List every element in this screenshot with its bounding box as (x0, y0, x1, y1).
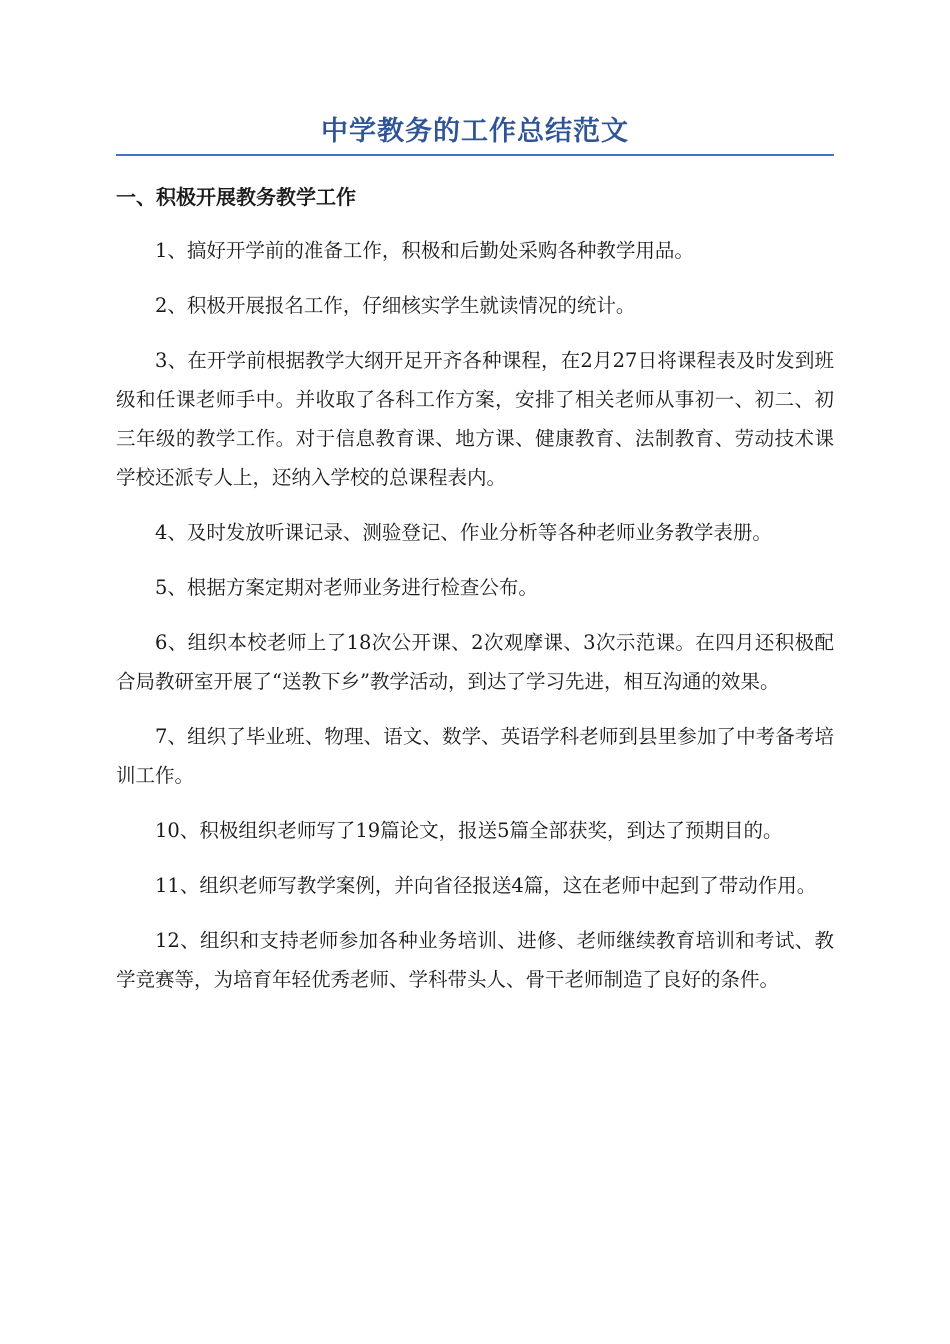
document-page (116, 112, 834, 999)
paragraph-11: 11、组织老师写教学案例，并向省径报送4篇，这在老师中起到了带动作用。 (155, 874, 817, 897)
paragraph-7: 7、组织了毕业班、物理、语文、数学、英语学科老师到县里参加了中考备考培训工作。 (116, 725, 834, 787)
paragraph-12: 12、组织和支持老师参加各种业务培训、进修、老师继续教育培训和考试、教学竞赛等，为培育年轻优秀老师、学科带头人、骨干老师制造了良好的条件。 (116, 929, 834, 991)
paragraph-4: 4、及时发放听课记录、测验登记、作业分析等各种老师业务教学表册。 (155, 521, 772, 544)
paragraph-5: 5、根据方案定期对老师业务进行检查公布。 (155, 576, 538, 599)
paragraph-2: 2、积极开展报名工作，仔细核实学生就读情况的统计。 (155, 294, 636, 317)
section-heading: 一、积极开展教务教学工作 (116, 185, 356, 209)
paragraph-10: 10、积极组织老师写了19篇论文，报送5篇全部获奖，到达了预期目的。 (155, 819, 783, 842)
paragraph-1: 1、搞好开学前的准备工作，积极和后勤处采购各种教学用品。 (155, 239, 694, 262)
paragraph-6: 6、组织本校老师上了18次公开课、2次观摩课、3次示范课。在四月还积极配合局教研室开展了“送教下乡”教学活动，到达了学习先进，相互沟通的效果。 (116, 631, 834, 693)
document-title: 中学教务的工作总结范文 (321, 116, 629, 147)
title-underline (116, 154, 834, 156)
paragraph-3: 3、在开学前根据教学大纲开足开齐各种课程，在2月27日将课程表及时发到班级和任课老师手中。并收取了各科工作方案，安排了相关老师从事初一、初二、初三年级的教学工作。对于信息教育课、地方课、健康教育、法制教育、劳动技术课学校还派专人上，还纳入学校的总课程表内。 (116, 349, 834, 489)
